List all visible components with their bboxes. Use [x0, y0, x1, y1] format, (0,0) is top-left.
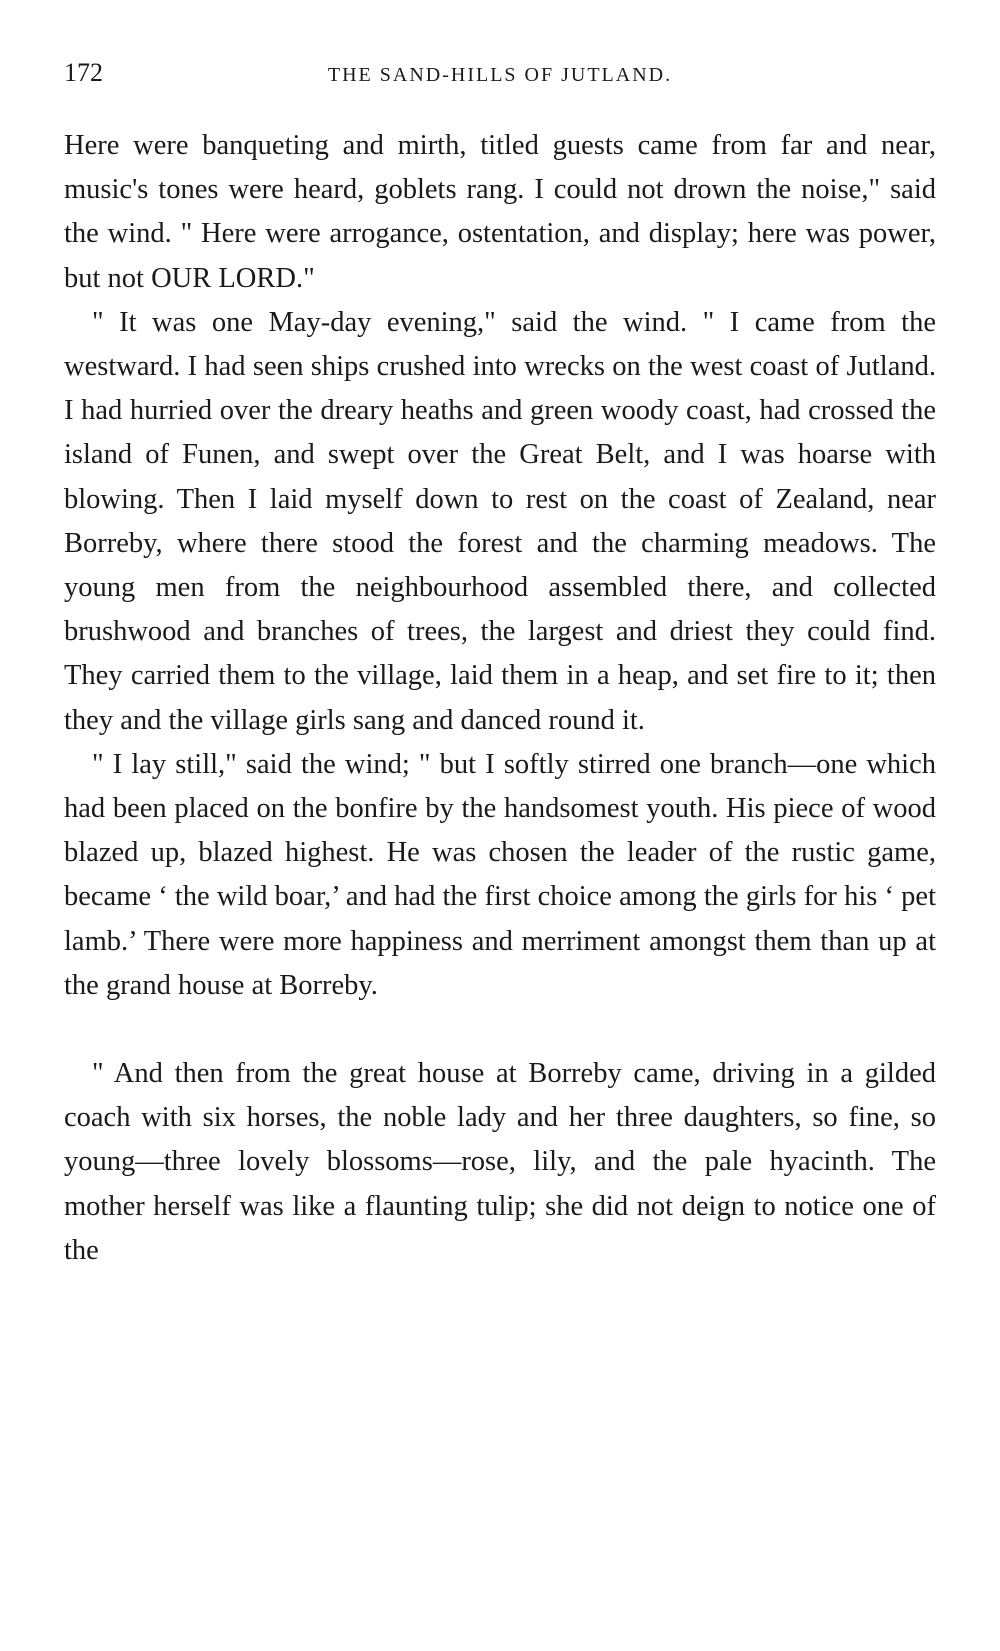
- body-text: [64, 124, 936, 1273]
- paragraph-1: Here were banqueting and mirth, titled guests came from far and near, music's tones were heard, goblets rang. I could not drown the noise," said the wind. " Here were arrogance, ostentation, and display; here was power, but not OUR LORD.": [64, 130, 936, 294]
- running-head: [64, 58, 936, 98]
- paragraph-3: " I lay still," said the wind; " but I softly stirred one branch—one which had been placed on the bonfire by the handsomest youth. His piece of wood blazed up, blazed highest. He was chosen the leader of the rustic game, became ‘ the wild boar,’ and had the first choice among the girls for his ‘ pet lamb.’ There were more happiness and merriment amongst them than up at the grand house at Borreby.: [64, 748, 936, 1001]
- paragraph-4: " And then from the great house at Borreby came, driving in a gilded coach with six horses, the noble lady and her three daughters, so fine, so young—three lovely blossoms—rose, lily, and the pale hyacinth. The mother herself was like a flaunting tulip; she did not deign to notice one of the: [64, 1058, 936, 1266]
- page-number: 172: [64, 58, 103, 87]
- running-title: THE SAND-HILLS OF JUTLAND.: [327, 64, 673, 86]
- paragraph-2: " It was one May-day evening," said the wind. " I came from the westward. I had seen ships crushed into wrecks on the west coast of Jutland. I had hurried over the dreary heaths and green woody coast, had crossed the island of Funen, and swept over the Great Belt, and I was hoarse with blowing. Then I laid myself down to rest on the coast of Zealand, near Borreby, where there stood the forest and the charming meadows. The young men from the neighbourhood assembled there, and collected brushwood and branches of trees, the largest and driest they could find. They carried them to the village, laid them in a heap, and set fire to it; then they and the village girls sang and danced round it.: [64, 306, 936, 736]
- book-page: [64, 58, 936, 1273]
